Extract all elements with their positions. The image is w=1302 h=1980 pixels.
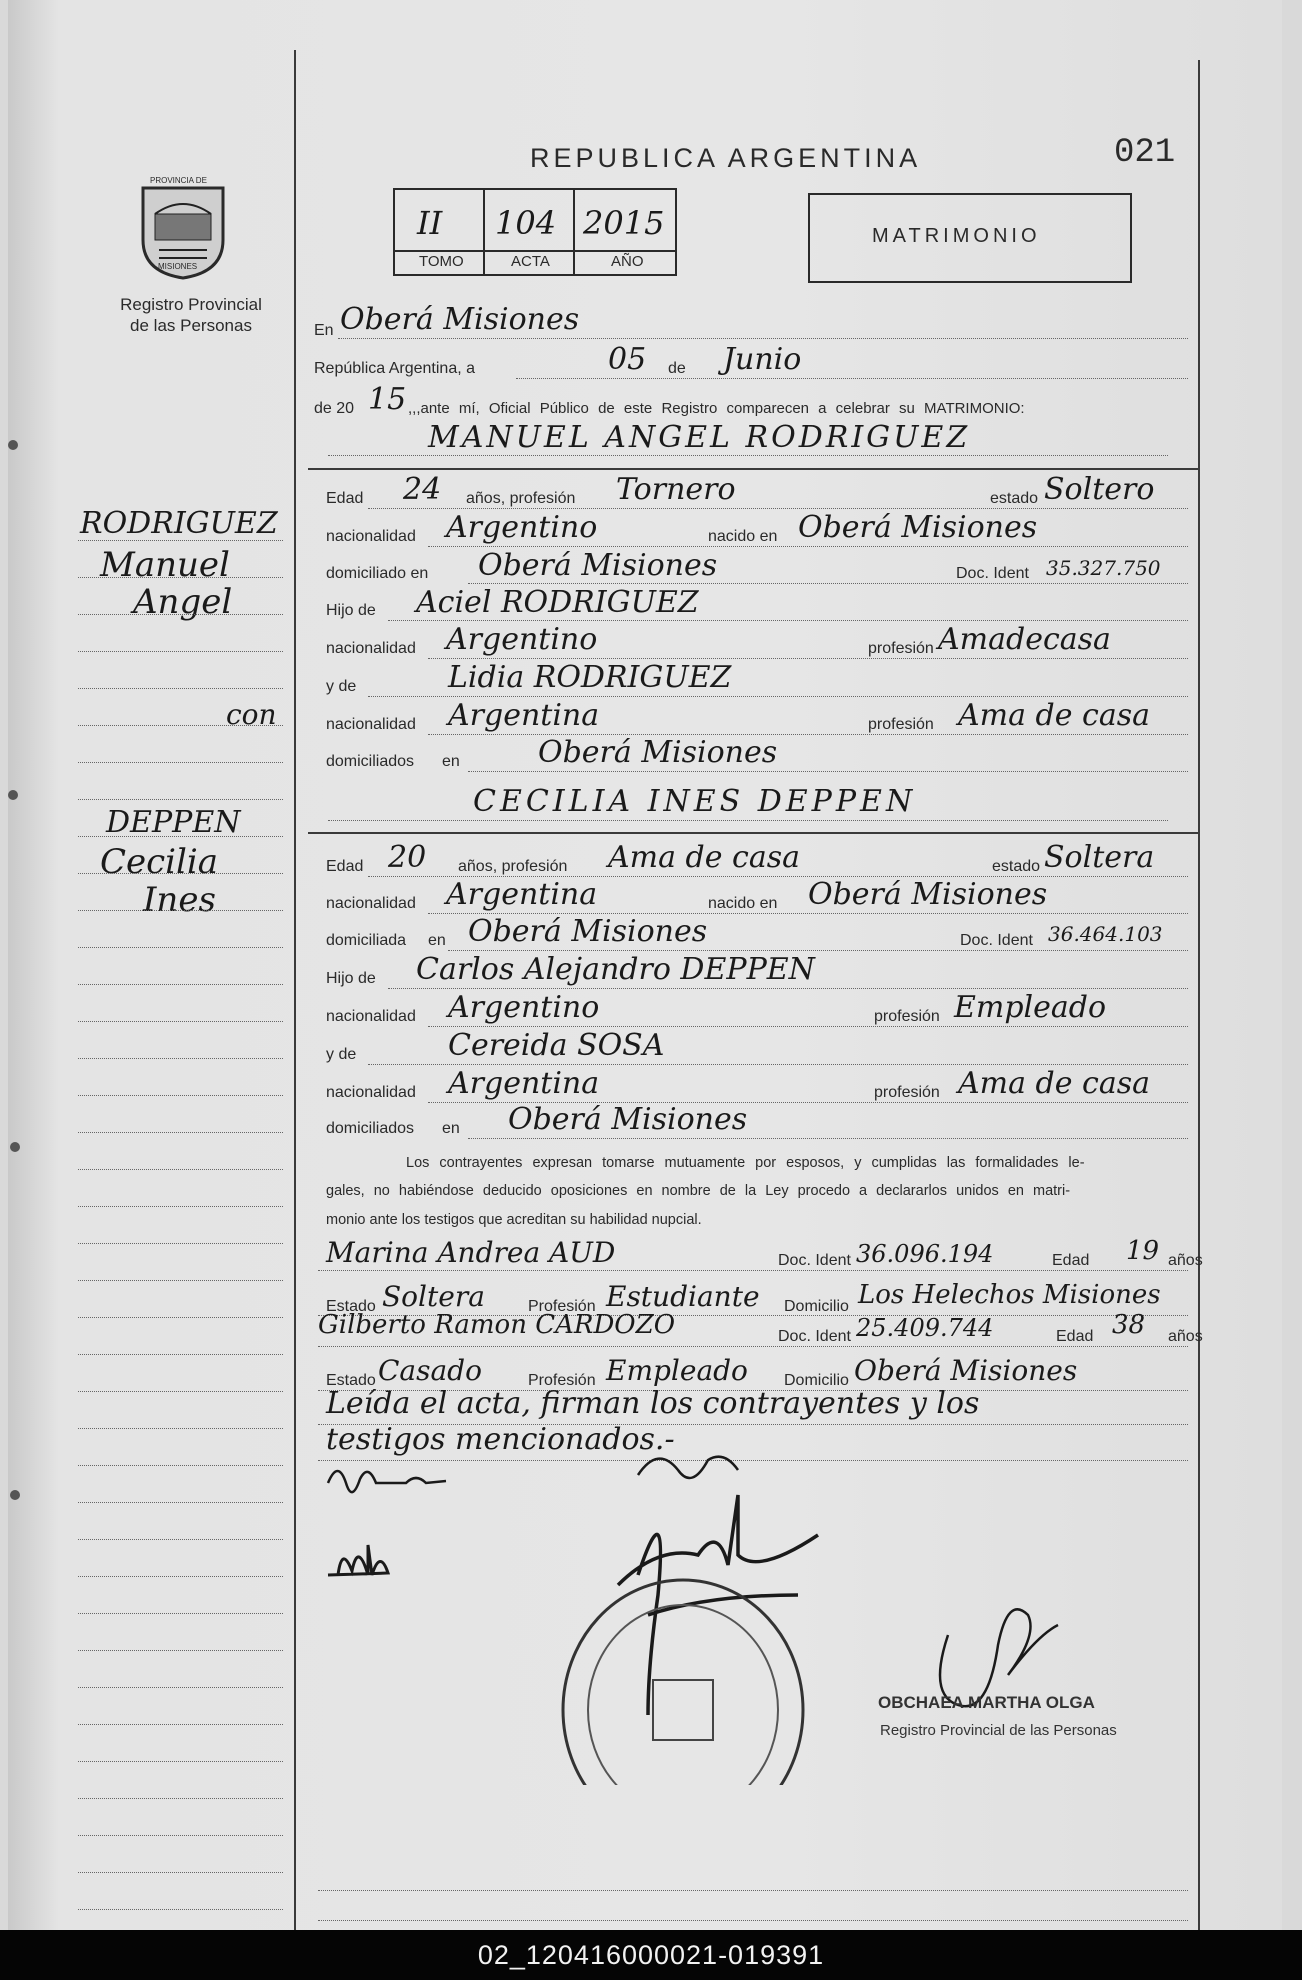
label: profesión xyxy=(868,716,934,733)
label: domiciliados xyxy=(326,753,415,770)
groom-status: Soltero xyxy=(1044,472,1155,507)
anio-label: AÑO xyxy=(611,253,644,270)
witness-2-profession: Empleado xyxy=(606,1354,748,1387)
label: y de xyxy=(326,1046,357,1063)
label: Estado xyxy=(326,1298,376,1315)
de-label: de xyxy=(668,360,686,377)
official-title: Registro Provincial de las Personas xyxy=(880,1722,1117,1739)
scan-footer: 02_120416000021-019391 xyxy=(0,1930,1302,1980)
label: profesión xyxy=(874,1008,940,1025)
rule xyxy=(468,771,1188,772)
margin-rule-line xyxy=(78,984,283,985)
rule xyxy=(468,1138,1188,1139)
acta-value: 104 xyxy=(495,204,557,242)
margin-rule-line xyxy=(78,1761,283,1762)
margin-rule-line xyxy=(78,910,283,911)
margin-bride-name: Cecilia xyxy=(100,842,219,882)
acta-label: ACTA xyxy=(511,253,550,270)
groom-mother-profession: Ama de casa xyxy=(958,698,1150,733)
binder-hole xyxy=(8,790,18,800)
groom-age: 24 xyxy=(403,472,442,507)
margin-rule-line xyxy=(78,873,283,874)
label: Edad xyxy=(326,490,364,507)
margin-rule-line xyxy=(78,1354,283,1355)
margin-rule-line xyxy=(78,762,283,763)
rule xyxy=(428,546,1188,547)
margin-rule-line xyxy=(78,1021,283,1022)
margin-rule-line xyxy=(78,614,283,615)
bride-father: Carlos Alejandro DEPPEN xyxy=(416,952,815,987)
anio-value: 2015 xyxy=(583,204,665,242)
rule xyxy=(318,1920,1188,1921)
label: años, profesión xyxy=(458,858,568,875)
margin-rule-line xyxy=(78,651,283,652)
margin-rule-line xyxy=(78,1650,283,1651)
margin-rule-line xyxy=(78,1539,283,1540)
margin-rule-line xyxy=(78,540,283,541)
groom-full-name: MANUEL ANGEL RODRIGUEZ xyxy=(428,420,971,455)
margin-rule-line xyxy=(78,1132,283,1133)
margin-rule-line xyxy=(78,1169,283,1170)
rule xyxy=(318,1270,1188,1271)
margin-rule-line xyxy=(78,1428,283,1429)
label: Estado xyxy=(326,1372,376,1389)
margin-rule-line xyxy=(78,1835,283,1836)
rule xyxy=(338,338,1188,339)
rule xyxy=(428,1026,1188,1027)
bride-nationality: Argentina xyxy=(446,877,598,912)
place-value: Oberá Misiones xyxy=(340,302,580,337)
label: nacionalidad xyxy=(326,528,416,545)
folio-number: 021 xyxy=(1114,134,1176,172)
groom-mother-nationality: Argentina xyxy=(448,698,600,733)
witness-2-name: Gilberto Ramon CARDOZO xyxy=(318,1310,676,1340)
label: Edad xyxy=(1056,1328,1094,1345)
tomo-value: II xyxy=(417,204,443,242)
rule xyxy=(368,508,1188,509)
margin-rule-line xyxy=(78,1465,283,1466)
label: Doc. Ident xyxy=(778,1252,851,1269)
tomo-label: TOMO xyxy=(419,253,464,270)
label: Doc. Ident xyxy=(778,1328,851,1345)
republica-label: República Argentina, a xyxy=(314,360,475,377)
closing-line: testigos mencionados.- xyxy=(326,1422,675,1457)
label: estado xyxy=(990,490,1039,507)
groom-father: Aciel RODRIGUEZ xyxy=(416,585,699,620)
label: Edad xyxy=(326,858,364,875)
label: Doc. Ident xyxy=(956,565,1029,582)
margin-bride-name: Ines xyxy=(143,880,216,920)
witness-2-age: 38 xyxy=(1112,1310,1146,1340)
rule xyxy=(368,696,1188,697)
margin-groom-name: Manuel xyxy=(100,545,230,585)
declaration-line: Los contrayentes expresan tomarse mutuamente por esposos, y cumplidas las formalidades le- xyxy=(406,1155,1085,1171)
margin-rule xyxy=(294,50,296,1930)
label: en xyxy=(442,1120,460,1137)
rule xyxy=(428,658,1188,659)
label: nacido en xyxy=(708,895,778,912)
bride-age: 20 xyxy=(388,840,427,875)
closing-line: Leída el acta, firman los contrayentes y los xyxy=(326,1386,980,1421)
witness-2-status: Casado xyxy=(378,1354,482,1387)
binder-hole xyxy=(10,1490,20,1500)
witness-1-name: Marina Andrea AUD xyxy=(326,1236,616,1269)
day-value: 05 xyxy=(608,342,647,377)
label: Hijo de xyxy=(326,602,376,619)
rule xyxy=(388,620,1188,621)
margin-rule-line xyxy=(78,688,283,689)
witness-1-doc: 36.096.194 xyxy=(856,1240,994,1268)
rule xyxy=(516,378,1188,379)
margin-rule-line xyxy=(78,1798,283,1799)
label: estado xyxy=(992,858,1041,875)
margin-rule-line xyxy=(78,1243,283,1244)
groom-father-nationality: Argentino xyxy=(446,622,598,657)
label: en xyxy=(442,753,460,770)
appear-text: ,,,ante mí, Oficial Público de este Registro comparecen a celebrar su MATRIMONIO: xyxy=(408,400,1025,417)
label: domiciliado en xyxy=(326,565,429,582)
bride-mother-nationality: Argentina xyxy=(448,1066,600,1101)
label: en xyxy=(428,932,446,949)
declaration-line: monio ante los testigos que acreditan su habilidad nupcial. xyxy=(326,1212,702,1228)
label: Domicilio xyxy=(784,1298,849,1315)
rule xyxy=(368,1064,1188,1065)
label: y de xyxy=(326,678,357,695)
margin-rule-line xyxy=(78,947,283,948)
groom-address: Oberá Misiones xyxy=(478,548,718,583)
margin-bride-surname: DEPPEN xyxy=(106,805,241,840)
rule xyxy=(468,583,1188,584)
bride-father-profession: Empleado xyxy=(954,990,1107,1025)
label: nacionalidad xyxy=(326,895,416,912)
register-box xyxy=(393,188,677,276)
bride-father-nationality: Argentino xyxy=(448,990,600,1025)
bride-address: Oberá Misiones xyxy=(468,914,708,949)
margin-rule-line xyxy=(78,1095,283,1096)
groom-doc: 35.327.750 xyxy=(1046,556,1161,580)
margin-rule-line xyxy=(78,1872,283,1873)
month-value: Junio xyxy=(723,342,802,377)
year-suffix: 15 xyxy=(368,382,407,417)
bride-parents-address: Oberá Misiones xyxy=(508,1102,748,1137)
label: Profesión xyxy=(528,1372,596,1389)
groom-birthplace: Oberá Misiones xyxy=(798,510,1038,545)
section-rule xyxy=(308,468,1198,470)
official-name: OBCHAEA MARTHA OLGA xyxy=(878,1693,1095,1712)
label: años xyxy=(1168,1252,1203,1269)
registry-name: Registro Provincial de las Personas xyxy=(120,295,262,335)
label: Domicilio xyxy=(784,1372,849,1389)
bride-birthplace: Oberá Misiones xyxy=(808,877,1048,912)
witness-1-address: Los Helechos Misiones xyxy=(858,1280,1161,1310)
seal-text-top: PROVINCIA DE xyxy=(150,176,207,185)
margin-rule-line xyxy=(78,799,283,800)
label: profesión xyxy=(868,640,934,657)
label: años xyxy=(1168,1328,1203,1345)
label: Doc. Ident xyxy=(960,932,1033,949)
bride-status: Soltera xyxy=(1044,840,1155,875)
binder-hole xyxy=(8,440,18,450)
label: nacionalidad xyxy=(326,1008,416,1025)
act-type-box xyxy=(808,193,1132,283)
margin-rule-line xyxy=(78,1909,283,1910)
margin-rule-line xyxy=(78,725,283,726)
margin-rule-line xyxy=(78,1280,283,1281)
margin-rule-line xyxy=(78,1687,283,1688)
label: años, profesión xyxy=(466,490,576,507)
declaration-line: gales, no habiéndose deducido oposiciones en nombre de la Ley procedo a declararlos unidos en matri- xyxy=(326,1183,1071,1199)
label: nacionalidad xyxy=(326,716,416,733)
en-label: En xyxy=(314,322,334,339)
label: nacionalidad xyxy=(326,1084,416,1101)
act-type-label: MATRIMONIO xyxy=(872,225,1041,247)
section-rule xyxy=(308,832,1198,834)
label: domiciliados xyxy=(326,1120,415,1137)
label: profesión xyxy=(874,1084,940,1101)
bride-mother-profession: Ama de casa xyxy=(958,1066,1150,1101)
margin-rule-line xyxy=(78,1576,283,1577)
bride-full-name: CECILIA INES DEPPEN xyxy=(473,784,917,819)
witness-2-doc: 25.409.744 xyxy=(856,1314,994,1342)
country-title: REPUBLICA ARGENTINA xyxy=(530,143,922,173)
label: Hijo de xyxy=(326,970,376,987)
margin-rule-line xyxy=(78,1502,283,1503)
margin-groom-surname: RODRIGUEZ xyxy=(80,506,278,541)
witness-2-address: Oberá Misiones xyxy=(854,1354,1078,1387)
rule xyxy=(388,988,1188,989)
margin-rule-line xyxy=(78,836,283,837)
rule xyxy=(328,455,1168,456)
groom-nationality: Argentino xyxy=(446,510,598,545)
groom-profession: Tornero xyxy=(616,472,736,507)
witness-1-age: 19 xyxy=(1126,1236,1160,1266)
margin-rule-line xyxy=(78,1724,283,1725)
year-prefix: de 20 xyxy=(314,400,355,417)
groom-parents-address: Oberá Misiones xyxy=(538,735,778,770)
seal-text-bottom: MISIONES xyxy=(158,262,198,271)
bride-profession: Ama de casa xyxy=(608,840,800,875)
margin-rule-line xyxy=(78,577,283,578)
bride-doc: 36.464.103 xyxy=(1048,922,1163,946)
label: nacido en xyxy=(708,528,778,545)
groom-father-profession: Amadecasa xyxy=(938,622,1111,657)
label: domiciliada xyxy=(326,932,407,949)
bride-mother: Cereida SOSA xyxy=(448,1028,665,1063)
label: Profesión xyxy=(528,1298,596,1315)
rule xyxy=(448,950,1188,951)
right-rule xyxy=(1198,60,1200,1930)
rule xyxy=(328,820,1168,821)
margin-rule-line xyxy=(78,1317,283,1318)
document-page xyxy=(8,0,1282,1930)
margin-rule-line xyxy=(78,1206,283,1207)
witness-1-profession: Estudiante xyxy=(606,1280,760,1313)
witness-1-status: Soltera xyxy=(382,1280,485,1313)
binder-hole xyxy=(10,1142,20,1152)
margin-rule-line xyxy=(78,1058,283,1059)
margin-rule-line xyxy=(78,1391,283,1392)
label: Edad xyxy=(1052,1252,1090,1269)
rule xyxy=(318,1890,1188,1891)
rule xyxy=(318,1346,1188,1347)
groom-mother: Lidia RODRIGUEZ xyxy=(448,660,732,695)
label: nacionalidad xyxy=(326,640,416,657)
margin-con: con xyxy=(226,698,277,731)
margin-rule-line xyxy=(78,1613,283,1614)
margin-groom-name: Angel xyxy=(133,582,233,622)
